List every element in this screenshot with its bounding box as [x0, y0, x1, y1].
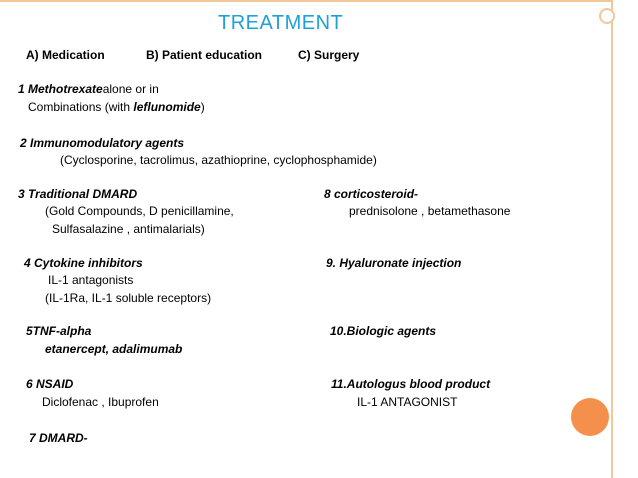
- item-3-detail-2: Sulfasalazine , antimalarials): [52, 222, 205, 236]
- item-4-name: 4 Cytokine inhibitors: [24, 256, 143, 270]
- item-10-name: 10.Biologic agents: [330, 324, 437, 338]
- item-11-detail: IL-1 ANTAGONIST: [357, 395, 458, 409]
- category-medication: A) Medication: [26, 48, 105, 62]
- item-5-name: 5TNF-alpha: [26, 324, 92, 338]
- item-4-detail-2: (IL-1Ra, IL-1 soluble receptors): [45, 291, 212, 305]
- item-1-rest: alone or in: [102, 82, 159, 96]
- item-3-name: 3 Traditional DMARD: [18, 187, 138, 201]
- item-2-detail: (Cyclosporine, tacrolimus, azathioprine, cyclophosphamide): [60, 153, 377, 167]
- item-4-detail-1: IL-1 antagonists: [48, 273, 134, 287]
- decorative-circle-orange: [571, 398, 609, 436]
- item-1-name: 1 Methotrexate: [18, 82, 103, 96]
- category-surgery: C) Surgery: [298, 48, 360, 62]
- item-1-combinations: [28, 100, 205, 114]
- item-1-combinations-drug: leflunomide: [133, 100, 201, 114]
- item-3-detail-1: (Gold Compounds, D penicillamine,: [45, 204, 234, 218]
- item-7-name: 7 DMARD-: [29, 431, 88, 445]
- decorative-circle-small: [599, 8, 615, 24]
- item-2-name: 2 Immunomodulatory agents: [20, 136, 185, 150]
- item-6-detail: Diclofenac , Ibuprofen: [42, 395, 159, 409]
- item-1-combinations-post: ): [200, 100, 205, 114]
- category-patient-education: B) Patient education: [146, 48, 263, 62]
- item-11-name: 11.Autologus blood product: [331, 377, 491, 391]
- top-border-line: [0, 0, 612, 2]
- right-border-line: [611, 0, 613, 478]
- item-8-detail: prednisolone , betamethasone: [349, 204, 511, 218]
- slide-title: TREATMENT: [218, 12, 344, 34]
- item-1-line: [18, 82, 159, 96]
- item-9-name: 9. Hyaluronate injection: [326, 256, 462, 270]
- item-5-detail: etanercept, adalimumab: [45, 342, 183, 356]
- item-6-name: 6 NSAID: [26, 377, 74, 391]
- item-1-combinations-pre: Combinations (with: [28, 100, 134, 114]
- item-8-name: 8 corticosteroid-: [324, 187, 419, 201]
